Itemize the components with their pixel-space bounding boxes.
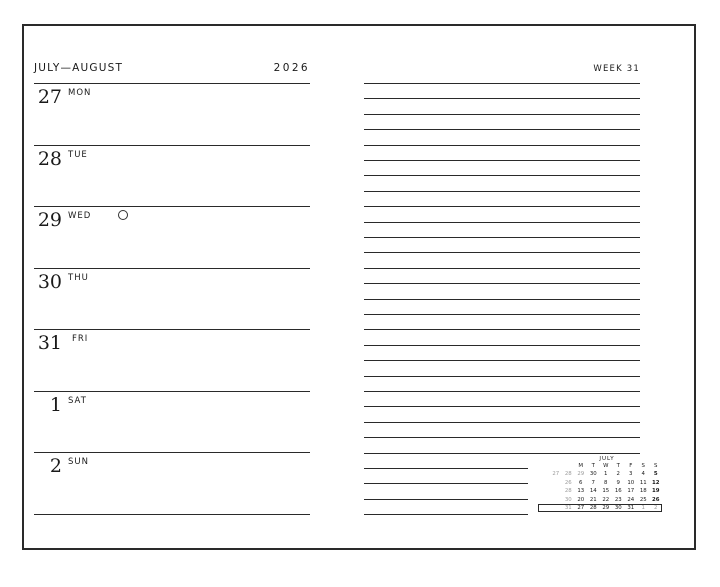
mini-calendar-day: 20 xyxy=(577,496,585,503)
mini-calendar-day: 26 xyxy=(564,479,572,486)
mini-calendar-weekday: S xyxy=(641,463,645,469)
mini-calendar-day: 9 xyxy=(616,479,620,486)
mini-calendar-day: 17 xyxy=(627,488,635,495)
day-weekday: THU xyxy=(68,272,89,283)
mini-calendar-day: 29 xyxy=(602,504,610,511)
day-number: 29 xyxy=(37,209,62,231)
mini-calendar-day: 28 xyxy=(589,504,597,511)
day-divider xyxy=(34,329,310,330)
day-slot-sun[interactable] xyxy=(34,452,310,513)
day-number: 27 xyxy=(37,86,62,108)
mini-calendar-day: 3 xyxy=(629,471,633,478)
note-line xyxy=(364,437,640,438)
mini-calendar-day: 31 xyxy=(564,504,572,511)
note-line xyxy=(364,406,640,407)
notes-page[interactable] xyxy=(364,36,640,496)
mini-calendar-day: 31 xyxy=(627,504,635,511)
mini-calendar-day: 22 xyxy=(602,496,610,503)
day-number: 30 xyxy=(37,270,62,293)
note-line xyxy=(364,299,640,300)
note-line xyxy=(364,499,528,500)
day-slot-tue[interactable] xyxy=(34,145,310,206)
mini-calendar-weekday: F xyxy=(629,463,633,469)
note-line xyxy=(364,252,640,253)
note-line xyxy=(364,175,640,176)
note-line xyxy=(364,160,640,161)
day-divider xyxy=(34,514,310,515)
note-line xyxy=(364,222,640,223)
mini-calendar-day: 30 xyxy=(564,496,572,503)
mini-calendar-day: 27 xyxy=(577,504,585,511)
mini-calendar-week xyxy=(538,496,662,504)
day-weekday: TUE xyxy=(68,149,88,160)
mini-calendar-day: 2 xyxy=(654,504,658,511)
mini-calendar-day: 14 xyxy=(589,488,597,495)
note-line xyxy=(364,376,640,377)
note-line xyxy=(364,206,640,207)
note-line xyxy=(364,268,640,269)
mini-calendar-month: JULY xyxy=(599,456,615,462)
day-weekday: SAT xyxy=(68,395,87,406)
mini-calendar-day: 5 xyxy=(653,471,658,478)
day-divider xyxy=(34,145,310,146)
day-number: 1 xyxy=(49,393,62,416)
day-number: 2 xyxy=(49,455,62,477)
day-slot-mon[interactable] xyxy=(34,83,310,144)
day-weekday: WED xyxy=(68,211,92,221)
note-line xyxy=(364,483,528,484)
mini-calendar-day: 30 xyxy=(614,504,622,511)
mini-calendar-day: 1 xyxy=(604,471,608,478)
note-line xyxy=(364,453,640,454)
mini-calendar-day: 10 xyxy=(627,479,635,486)
mini-calendar-day: 13 xyxy=(577,488,585,495)
mini-calendar-day: 7 xyxy=(591,479,595,486)
day-weekday: FRI xyxy=(72,334,89,344)
note-line xyxy=(364,514,528,515)
mini-calendar-day: 15 xyxy=(602,488,610,495)
mini-calendar-day: 8 xyxy=(604,479,608,486)
mini-calendar-day: 6 xyxy=(579,479,583,486)
mini-calendar-week xyxy=(538,479,662,487)
day-slot-wed[interactable] xyxy=(34,206,310,267)
note-line xyxy=(364,314,640,315)
mini-calendar-day: 24 xyxy=(627,496,635,503)
year-label: 2026 xyxy=(273,62,310,74)
note-line xyxy=(364,145,640,146)
mini-calendar-day: 26 xyxy=(651,496,660,503)
mini-calendar-day: 23 xyxy=(614,496,622,503)
mini-calendar-weekday: S xyxy=(654,463,658,469)
mini-calendar-current-week xyxy=(538,504,662,512)
mini-calendar-day: 16 xyxy=(614,488,622,495)
mini-calendar-day: 27 xyxy=(552,471,560,478)
mini-calendar-weekday-row xyxy=(538,462,662,470)
day-slot-thu[interactable] xyxy=(34,268,310,329)
note-line xyxy=(364,191,640,192)
day-divider xyxy=(34,83,310,84)
note-line xyxy=(364,360,640,361)
mini-calendar-day: 11 xyxy=(639,479,647,486)
month-range-title: JULY—AUGUST xyxy=(34,62,124,74)
mini-calendar-day: 18 xyxy=(639,488,647,495)
mini-calendar-day: 28 xyxy=(564,471,572,478)
day-divider xyxy=(34,206,310,207)
note-line xyxy=(364,329,640,330)
mini-calendar-day: 2 xyxy=(616,471,620,478)
day-divider xyxy=(34,452,310,453)
day-slot-fri[interactable] xyxy=(34,329,310,390)
mini-calendar-day: 28 xyxy=(564,488,572,495)
day-divider xyxy=(34,268,310,269)
note-line xyxy=(364,129,640,130)
note-line xyxy=(364,98,640,99)
day-number: 31 xyxy=(37,332,62,354)
note-line xyxy=(364,391,640,392)
day-weekday: SUN xyxy=(68,457,89,467)
mini-calendar-day: 4 xyxy=(641,471,645,478)
mini-calendar-day: 21 xyxy=(589,496,597,503)
mini-calendar-weekday: M xyxy=(578,463,584,469)
note-line xyxy=(364,83,640,84)
mini-calendar-weekday: T xyxy=(616,463,620,469)
day-number: 28 xyxy=(37,147,62,170)
mini-calendar-weekday: T xyxy=(591,463,595,469)
mini-calendar-week xyxy=(538,487,662,495)
moon-phase-icon xyxy=(118,210,128,220)
mini-calendar-week xyxy=(538,470,662,478)
mini-calendar-day: 19 xyxy=(651,488,660,495)
mini-calendar-day: 1 xyxy=(641,504,645,511)
note-line xyxy=(364,114,640,115)
mini-calendar-weekday: W xyxy=(603,463,609,469)
note-line xyxy=(364,283,640,284)
week-number-label: WEEK 31 xyxy=(593,64,640,74)
note-line xyxy=(364,345,640,346)
day-divider xyxy=(34,391,310,392)
note-line xyxy=(364,468,528,469)
mini-calendar-day: 25 xyxy=(639,496,647,503)
mini-calendar xyxy=(538,456,662,512)
note-line xyxy=(364,422,640,423)
mini-calendar-day: 30 xyxy=(589,471,597,478)
mini-calendar-day: 29 xyxy=(577,471,585,478)
day-weekday: MON xyxy=(68,88,92,98)
note-line xyxy=(364,237,640,238)
mini-calendar-day: 12 xyxy=(651,479,660,486)
day-slot-sat[interactable] xyxy=(34,391,310,452)
